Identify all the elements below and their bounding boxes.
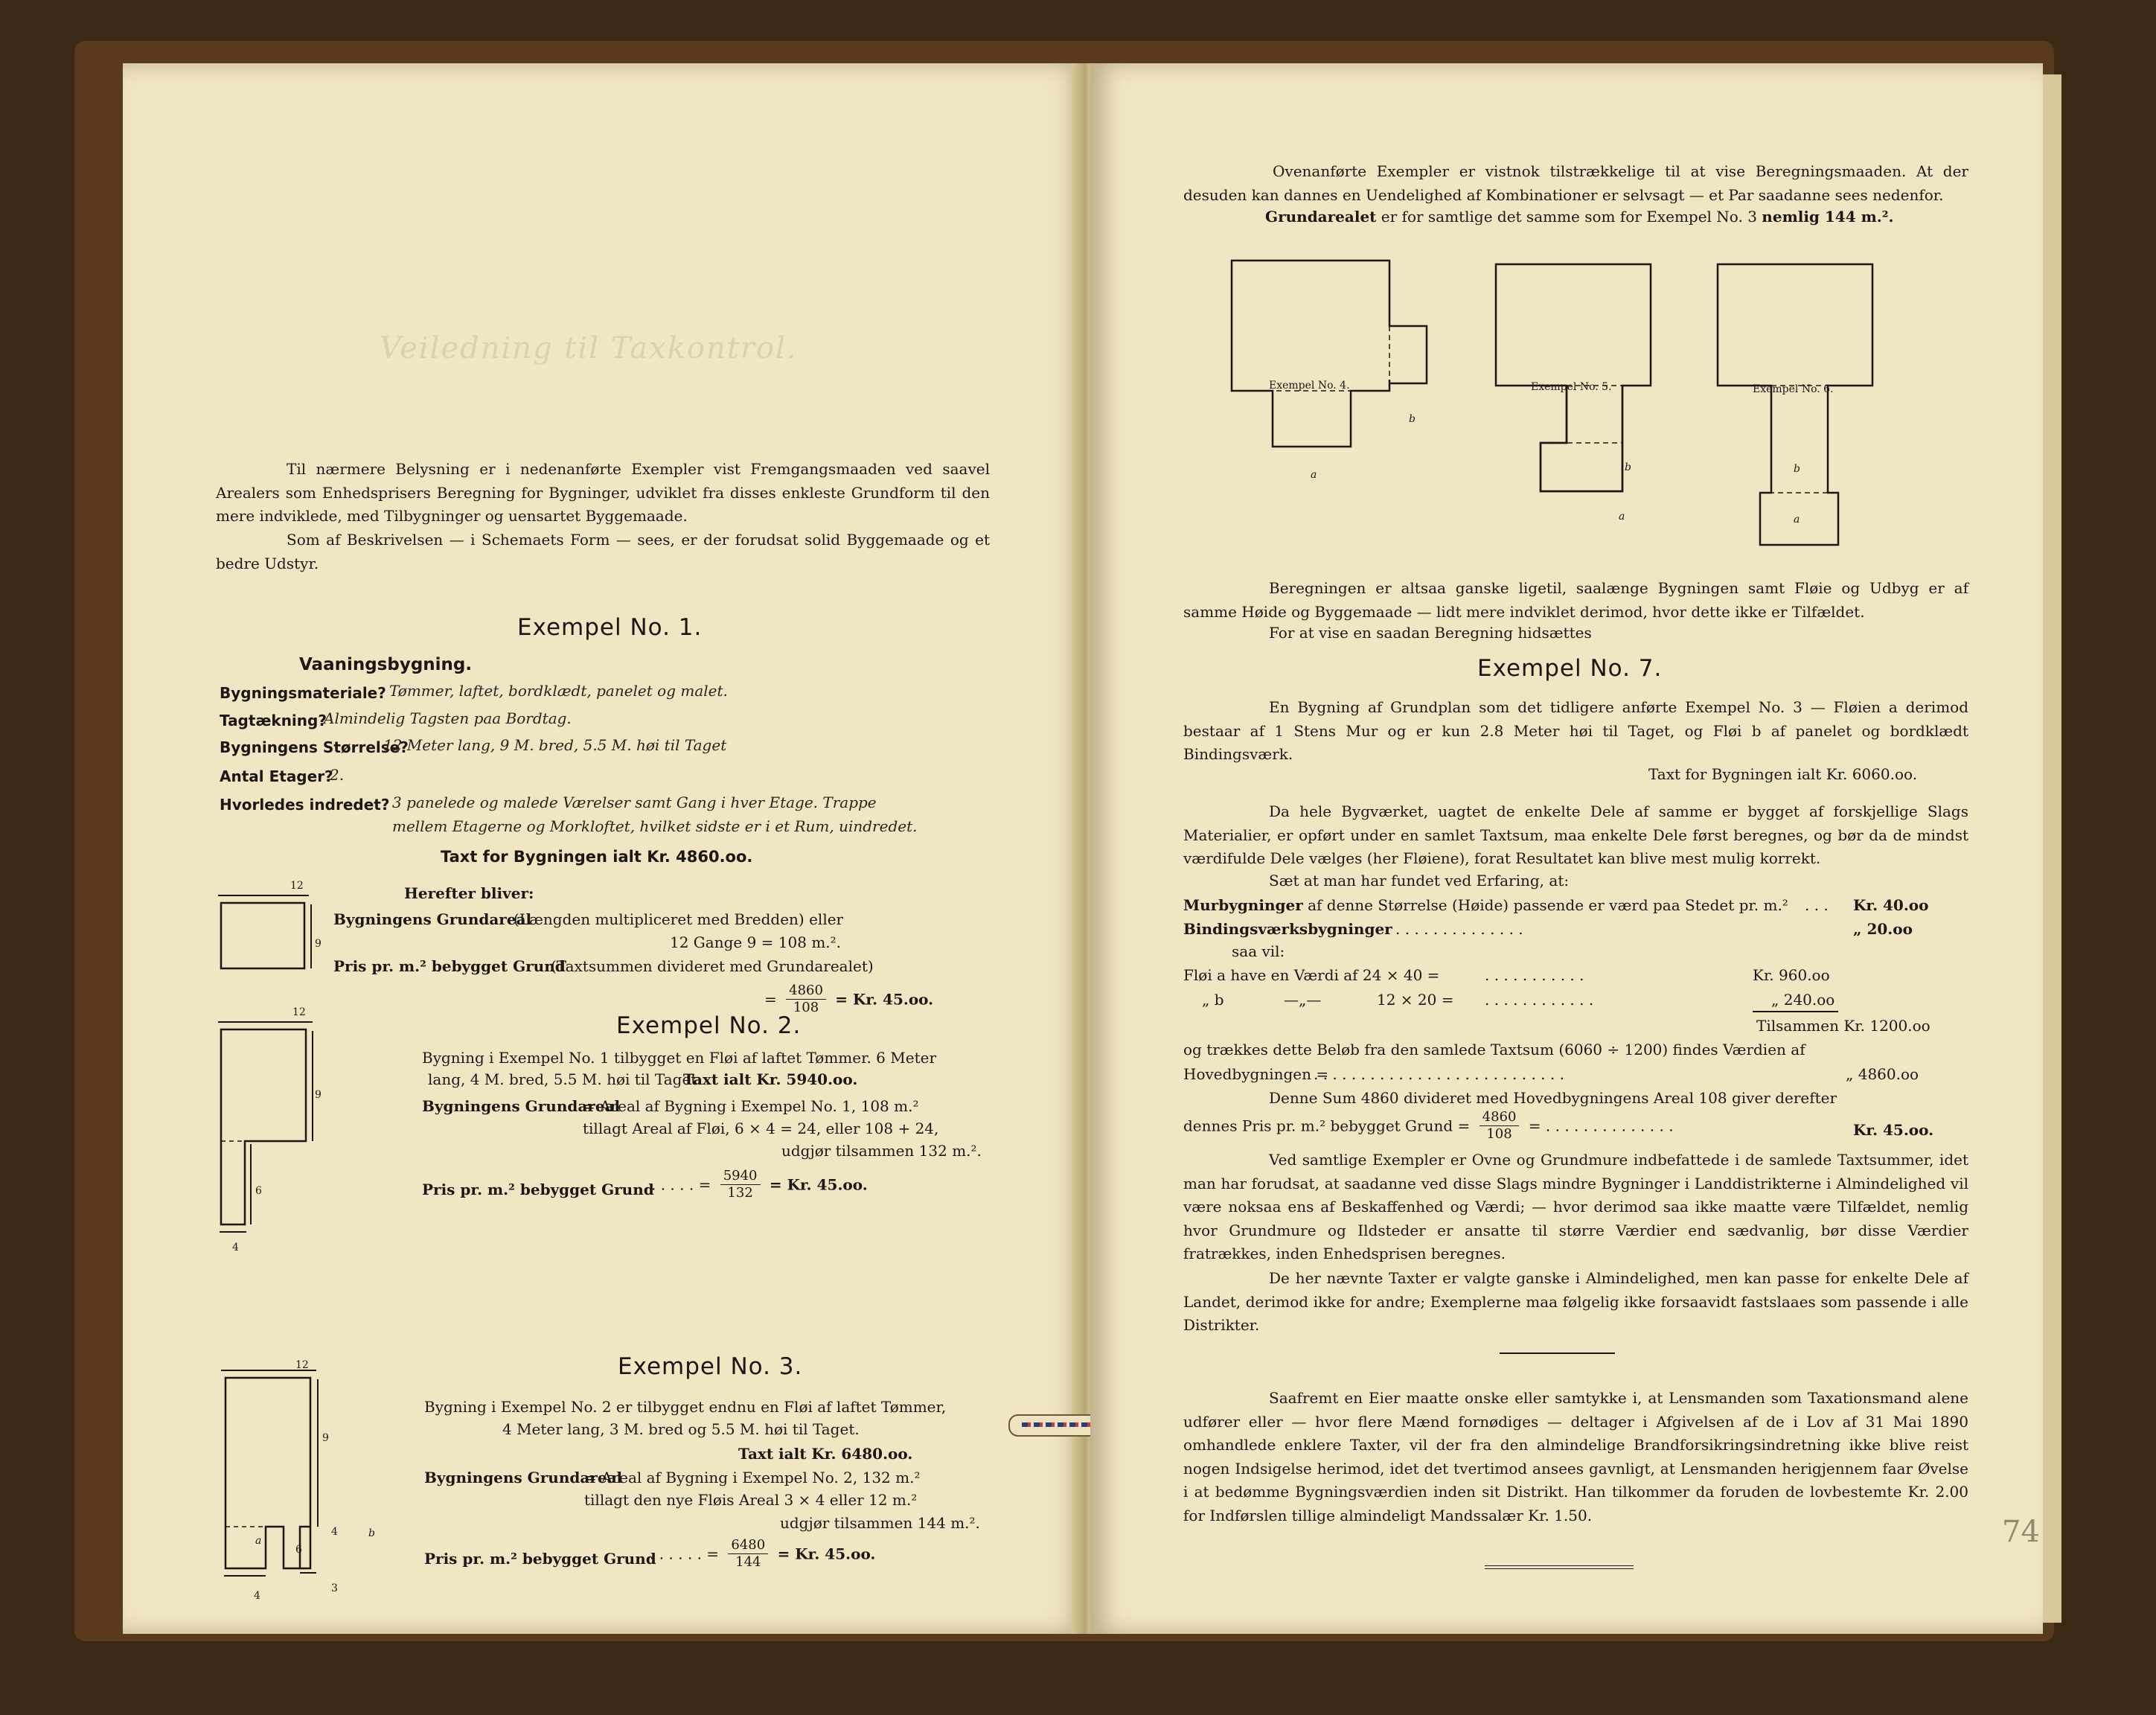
ex3-dim-6: 6: [295, 1544, 302, 1556]
page-edges: [2043, 74, 2061, 1623]
division-line: Denne Sum 4860 divideret med Hovedbygningens Areal 108 giver derefter: [1269, 1089, 1837, 1107]
ex3-frac-num: 6480: [728, 1537, 768, 1554]
mur-line: [1183, 895, 1788, 915]
ex3-dim-right: 9: [322, 1432, 329, 1444]
ex3-dim-b: b: [368, 1527, 375, 1539]
ex2-line2a: lang, 4 M. bred, 5.5 M. høi til Taget.: [428, 1070, 702, 1088]
subtract-line: og trækkes dette Beløb fra den samlede Taxtsum (6060 ÷ 1200) findes Værdien af: [1183, 1041, 1805, 1058]
ex7-title: Exempel No. 7.: [1477, 655, 1663, 682]
ex2-area-line1: = Areal af Bygning i Exempel No. 1, 108 m.²: [583, 1097, 919, 1115]
ex7-description: En Bygning af Grundplan som det tidligere anførte Exempel No. 3 — Fløien a derimod bestaar af 1 Stens Mur og er kun 2.8 Meter høi til Taget, og Fløi b af panelet og bordklædt Bindingsværk.: [1183, 698, 1968, 763]
ex6-floorplan: [1718, 264, 1889, 547]
end-rule-2: [1485, 1568, 1634, 1569]
intro-paragraph: Ovenanførte Exempler er vistnok tilstrækkelige til at vise Beregningsmaaden. At der desuden kan dannes en Uendelighed af Kombinationer er selvsagt — et Par saadanne sees nedenfor.: [1183, 162, 1968, 204]
ex1-size-label: Bygningens Størrelse?: [220, 738, 409, 756]
ex2-dots: . . . . . =: [651, 1175, 711, 1194]
mur-text: af denne Størrelse (Høide) passende er værd paa Stedet pr. m.²: [1308, 896, 1788, 914]
ex1-size-value: 12 Meter lang, 9 M. bred, 5.5 M. høi til Taget: [383, 736, 727, 754]
ex1-material-value: Tømmer, laftet, bordklædt, panelet og malet.: [389, 682, 728, 700]
ex2-title: Exempel No. 2.: [616, 1012, 802, 1039]
ex7-explanation: Da hele Bygværket, uagtet de enkelte Dele af samme er bygget af forskjellige Slags Materialier, er opført under en samlet Taxtsum, maa enkelte Dele først beregnes, og bør da de mindst værdifulde Dele vælges (her Fløiene), forat Resultatet kan blive mest mulig korrekt.: [1183, 802, 1968, 867]
ex2-frac-den: 132: [727, 1185, 753, 1201]
base-area-text: er for samtlige det samme som for Exempel No. 3: [1381, 208, 1757, 226]
ex1-dim-right: 9: [315, 938, 322, 950]
ex3-frac-den: 144: [735, 1554, 761, 1570]
base-area-label: Grundarealet: [1265, 208, 1377, 226]
ex2-result: = Kr. 45.oo.: [769, 1175, 868, 1194]
ex3-line1: Bygning i Exempel No. 2 er tilbygget endnu en Fløi af laftet Tømmer,: [424, 1398, 947, 1416]
ovens-paragraph: Ved samtlige Exempler er Ovne og Grundmure indbefattede i de samlede Taxtsummer, idet man har forudsat, at saadanne ved disse Slags mindre Bygninger i Landdistrikterne i Almindelighed vil være noksaa ens af Beskaffenhed og Værdi; — hvor derimod saa ikke maatte være Tilfældet, nemlig hvor Grundmure og Ildsteder er ansatte til større Værdier end sædvanlig, bør disse Værdier fratrækkes, inden Enhedsprisen beregnes.: [1183, 1151, 1968, 1262]
base-area-value: nemlig 144 m.².: [1762, 208, 1894, 226]
ex1-price-label: Pris pr. m.² bebygget Grund: [333, 957, 566, 975]
ex6-label: Exempel No. 6.: [1753, 383, 1834, 395]
ex1-result: = Kr. 45.oo.: [835, 990, 934, 1009]
ex5-lab-a: a: [1619, 511, 1625, 523]
floi-b-pre: „ b: [1202, 991, 1224, 1009]
ex2-tax: Taxt ialt Kr. 5940.oo.: [683, 1070, 858, 1088]
calc-intro-line: For at vise en saadan Beregning hidsættes: [1269, 624, 1592, 642]
ex2-area-line3: udgjør tilsammen 132 m.².: [781, 1142, 982, 1160]
ex3-dim-a: a: [255, 1535, 262, 1547]
ex6-lab-b: b: [1794, 463, 1800, 475]
ex3-area-line2: tillagt den nye Fløis Areal 3 × 4 eller 12 m.²: [584, 1491, 918, 1509]
ex2-line1: Bygning i Exempel No. 1 tilbygget en Fløi af laftet Tømmer. 6 Meter: [422, 1049, 937, 1067]
main-building-dots: . . . . . . . . . . . . . . . . . . . . . . . . . . .: [1314, 1065, 1564, 1083]
ex1-title: Exempel No. 1.: [517, 614, 703, 641]
ex2-area-label: Bygningens Grundareal: [422, 1097, 621, 1115]
ex3-dim-top: 12: [295, 1359, 309, 1371]
ex3-area-line1: = Areal af Bygning i Exempel No. 2, 132 m.²: [584, 1469, 921, 1486]
price-line-dots: = . . . . . . . . . . . . . .: [1528, 1117, 1674, 1135]
floi-b-calc: 12 × 20 =: [1377, 991, 1454, 1009]
ex2-dim-right: 9: [315, 1089, 322, 1101]
ex1-frac-num: 4860: [786, 983, 826, 1000]
price-line: [1183, 1109, 1674, 1143]
ex1-hereafter: Herefter bliver:: [404, 884, 534, 902]
bind-label: Bindingsværksbygninger: [1183, 920, 1392, 938]
calc-intro-paragraph: Beregningen er altsaa ganske ligetil, saalænge Bygningen samt Fløie og Udbyg er af samme Høide og Byggemaade — lidt mere indviklet derimod, hvor dette ikke er Tilfældet.: [1183, 579, 1968, 621]
floi-a-value: Kr. 960.oo: [1753, 966, 1830, 984]
bind-dots: . . . . . . . . . . . . . .: [1395, 920, 1523, 938]
ex1-frac-den: 108: [793, 1000, 819, 1015]
mur-label: Murbygninger: [1183, 896, 1303, 914]
ex3-dim-bottom4: 4: [254, 1590, 260, 1602]
bind-value: „ 20.oo: [1853, 920, 1913, 938]
floi-a-calc: Fløi a have en Værdi af 24 × 40 =: [1183, 966, 1440, 984]
ex3-title: Exempel No. 3.: [618, 1353, 803, 1380]
ghost-title: Veiledning til Taxkontrol.: [380, 331, 798, 365]
section-rule: [1500, 1352, 1615, 1354]
ex1-tax: Taxt for Bygningen ialt Kr. 4860.oo.: [441, 848, 753, 866]
ex3-dim-bottom3: 3: [331, 1583, 338, 1594]
base-area-line: [1265, 207, 1893, 226]
ex1-area-calc: 12 Gange 9 = 108 m.².: [670, 933, 842, 951]
end-rule-1: [1485, 1565, 1634, 1566]
ex1-dim-top: 12: [290, 880, 304, 892]
ex3-tax: Taxt ialt Kr. 6480.oo.: [738, 1445, 913, 1463]
floi-a-dots: . . . . . . . . . . .: [1485, 966, 1584, 984]
main-building-label: Hovedbygningen =: [1183, 1065, 1329, 1083]
ex1-area-text: (Længden multipliceret med Bredden) eller: [514, 910, 844, 928]
ex5-floorplan: [1496, 264, 1674, 532]
sum-total: Tilsammen Kr. 1200.oo: [1756, 1017, 1931, 1035]
ex1-floors-label: Antal Etager?: [220, 767, 333, 785]
ex1-price-calc: = $\frac{4860}{108}$ = Kr. 45.oo.: [764, 983, 934, 1015]
ex4-lab-b: b: [1409, 413, 1416, 425]
ex7-frac-den: 108: [1486, 1126, 1512, 1142]
ex1-floors-value: 2.: [330, 766, 345, 784]
ex7-tax: [1648, 764, 1917, 784]
ex7-tax-text: Taxt for Bygningen ialt Kr. 6060.oo.: [1648, 765, 1918, 783]
ex4-label: Exempel No. 4.: [1269, 380, 1350, 392]
floi-b-dots: . . . . . . . . . . . .: [1485, 991, 1594, 1009]
ex4-lab-a: a: [1311, 469, 1317, 481]
ex1-interior-label: Hvorledes indredet?: [220, 796, 390, 814]
ex3-result: = Kr. 45.oo.: [777, 1545, 876, 1563]
ex5-label: Exempel No. 5.: [1531, 381, 1612, 393]
floi-b-mid: —„—: [1284, 991, 1322, 1009]
ex1-building-type: Vaaningsbygning.: [299, 655, 473, 674]
ex7-frac-num: 4860: [1480, 1109, 1520, 1126]
floi-b-value: „ 240.oo: [1771, 991, 1835, 1009]
ex6-lab-a: a: [1794, 514, 1800, 526]
ex2-price-calc: [651, 1168, 868, 1201]
intro-paragraph-2: Som af Beskrivelsen — i Schemaets Form — sees, er der forudsat solid Byggemaade og et bedre Udstyr.: [216, 531, 990, 572]
price-line-pre: dennes Pris pr. m.² bebygget Grund =: [1183, 1117, 1471, 1135]
ex5-lab-b: b: [1625, 462, 1631, 473]
mur-value: Kr. 40.oo: [1853, 896, 1929, 914]
price-line-value: Kr. 45.oo.: [1853, 1121, 1934, 1139]
ex2-dim-bottom: 4: [232, 1242, 239, 1253]
ex3-price-label: Pris pr. m.² bebygget Grund: [424, 1550, 656, 1568]
ex1-area-label: Bygningens Grundareal: [333, 910, 532, 928]
ex7-assumption: Sæt at man har fundet ved Erfaring, at:: [1269, 872, 1570, 890]
ex3-floorplan: [212, 1299, 339, 1612]
ex3-dots: . . . . . . =: [650, 1545, 720, 1563]
saa-vil: saa vil:: [1232, 942, 1285, 960]
ex1-roof-label: Tagtækning?: [220, 712, 327, 729]
ex3-price-calc: [650, 1537, 875, 1571]
right-page: [1090, 63, 2043, 1634]
ex2-area-line2: tillagt Areal af Fløi, 6 × 4 = 24, eller 108 + 24,: [583, 1120, 939, 1137]
ex2-dim-wing: 6: [255, 1185, 262, 1197]
lensmand-paragraph: Saafremt en Eier maatte onske eller samtykke i, at Lensmanden som Taxationsmand alene udfører eller — hvor flere Mænd fornødiges — deltager i Afgivelsen af de i Lov af 31 Mai 1890 omhandlede enklere Taxter, vil der fra den almindelige Brandforsikringsindretning ikke blive reist nogen Indsigelse herimod, idet det tvertimod ansees gavnligt, at Lensmanden herigjennem faar Øvelse i at bedømme Bygningsværdien inden sit Distrikt. Han tilkommer da foruden de lovbestemte Kr. 2.00 for Indførslen tillige almindeligt Mandssalær Kr. 1.50.: [1183, 1389, 1968, 1524]
mur-dots: . . .: [1805, 896, 1829, 914]
ex1-material-label: Bygningsmateriale?: [220, 684, 386, 702]
main-building-value: „ 4860.oo: [1846, 1065, 1919, 1083]
ex3-area-label: Bygningens Grundareal: [424, 1469, 623, 1486]
tax-note-paragraph: De her nævnte Taxter er valgte ganske i Almindelighed, men kan passe for enkelte Dele af Landet, derimod ikke for andre; Exemplerne maa følgelig ikke forsaavidt fastslaaes som passende i alle Distrikter.: [1183, 1269, 1968, 1334]
intro-paragraph-1: Til nærmere Belysning er i nedenanførte Exempler vist Fremgangsmaaden ved saavel Arealers som Enhedsprisers Beregning for Bygninger, udviklet fra disses enkleste Grundform til den mere indviklede, med Tilbygninger og uensartet Byggemaade.: [216, 460, 990, 525]
ex1-interior-line1: 3 panelede og malede Værelser samt Gang i hver Etage. Trappe: [392, 793, 877, 811]
ex1-roof-value: Almindelig Tagsten paa Bordtag.: [324, 709, 572, 727]
ex1-price-text: (Taxtsummen divideret med Grundarealet): [551, 957, 874, 975]
ex3-line2: 4 Meter lang, 3 M. bred og 5.5 M. høi til Taget.: [502, 1420, 860, 1438]
left-page: [123, 63, 1087, 1634]
ex1-interior-line2: mellem Etagerne og Morkloftet, hvilket sidste er i et Rum, uindredet.: [392, 817, 918, 835]
ex2-floorplan: [212, 1009, 339, 1306]
ex3-dim-4: 4: [331, 1526, 338, 1538]
ex3-area-line3: udgjør tilsammen 144 m.².: [780, 1514, 980, 1532]
ex2-price-label: Pris pr. m.² bebygget Grund: [422, 1181, 654, 1198]
margin-stamp: 74: [2002, 1515, 2040, 1549]
ex2-frac-num: 5940: [720, 1168, 761, 1185]
ex2-dim-top: 12: [292, 1006, 306, 1018]
sum-rule: [1753, 1011, 1838, 1012]
